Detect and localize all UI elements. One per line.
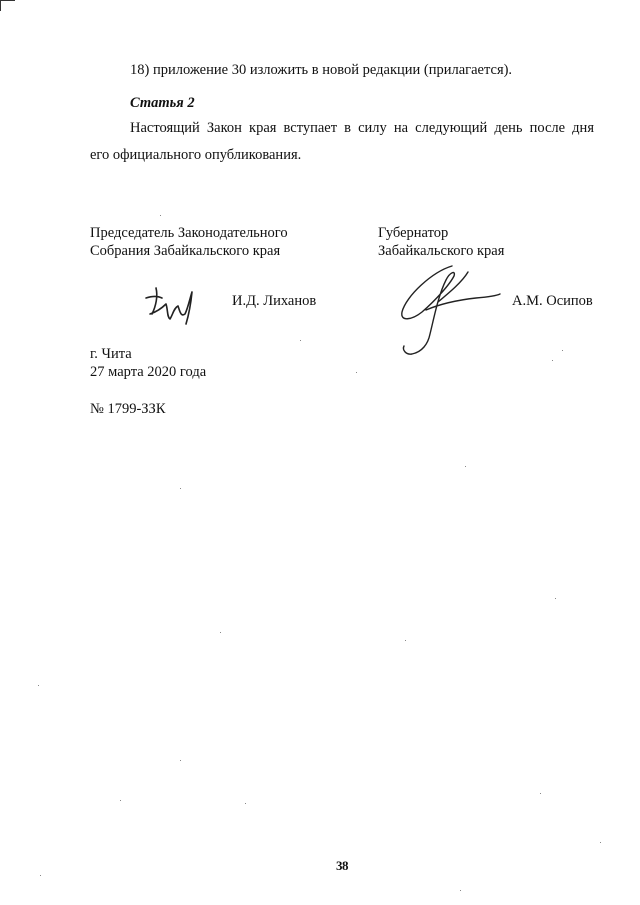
scan-speck xyxy=(356,372,357,373)
scan-speck xyxy=(300,340,301,341)
scan-speck xyxy=(220,632,221,633)
article-text-line-1: Настоящий Закон края вступает в силу на следующий день после дня xyxy=(130,120,594,136)
chair-signature xyxy=(140,284,200,330)
scan-speck xyxy=(460,890,461,891)
chair-name: И.Д. Лиханов xyxy=(232,293,317,309)
scan-speck xyxy=(552,360,553,361)
governor-signature xyxy=(392,262,504,358)
scan-speck xyxy=(600,842,601,843)
date: 27 марта 2020 года xyxy=(90,364,207,380)
scan-speck xyxy=(465,466,466,467)
article-heading: Статья 2 xyxy=(130,95,195,111)
scan-corner-mark xyxy=(0,0,15,11)
scan-speck xyxy=(180,760,181,761)
document-number: № 1799-ЗЗК xyxy=(90,401,166,417)
scan-speck xyxy=(405,640,406,641)
governor-title-line-1: Губернатор xyxy=(378,225,449,241)
scan-speck xyxy=(120,800,121,801)
scan-speck xyxy=(160,215,161,216)
item-18-text: 18) приложение 30 изложить в новой редакции (прилагается). xyxy=(130,62,513,78)
scan-speck xyxy=(40,875,41,876)
chair-title-line-1: Председатель Законодательного xyxy=(90,225,288,241)
scan-speck xyxy=(540,793,541,794)
governor-title-line-2: Забайкальского края xyxy=(378,243,505,259)
scan-speck xyxy=(245,803,246,804)
page-number: 38 xyxy=(336,858,348,873)
article-text-line-2: его официального опубликования. xyxy=(90,147,302,163)
governor-name: А.М. Осипов xyxy=(512,293,593,309)
scan-speck xyxy=(180,488,181,489)
place: г. Чита xyxy=(90,346,132,362)
scan-speck xyxy=(38,685,39,686)
chair-title-line-2: Собрания Забайкальского края xyxy=(90,243,281,259)
scan-speck xyxy=(555,598,556,599)
scan-speck xyxy=(562,350,563,351)
